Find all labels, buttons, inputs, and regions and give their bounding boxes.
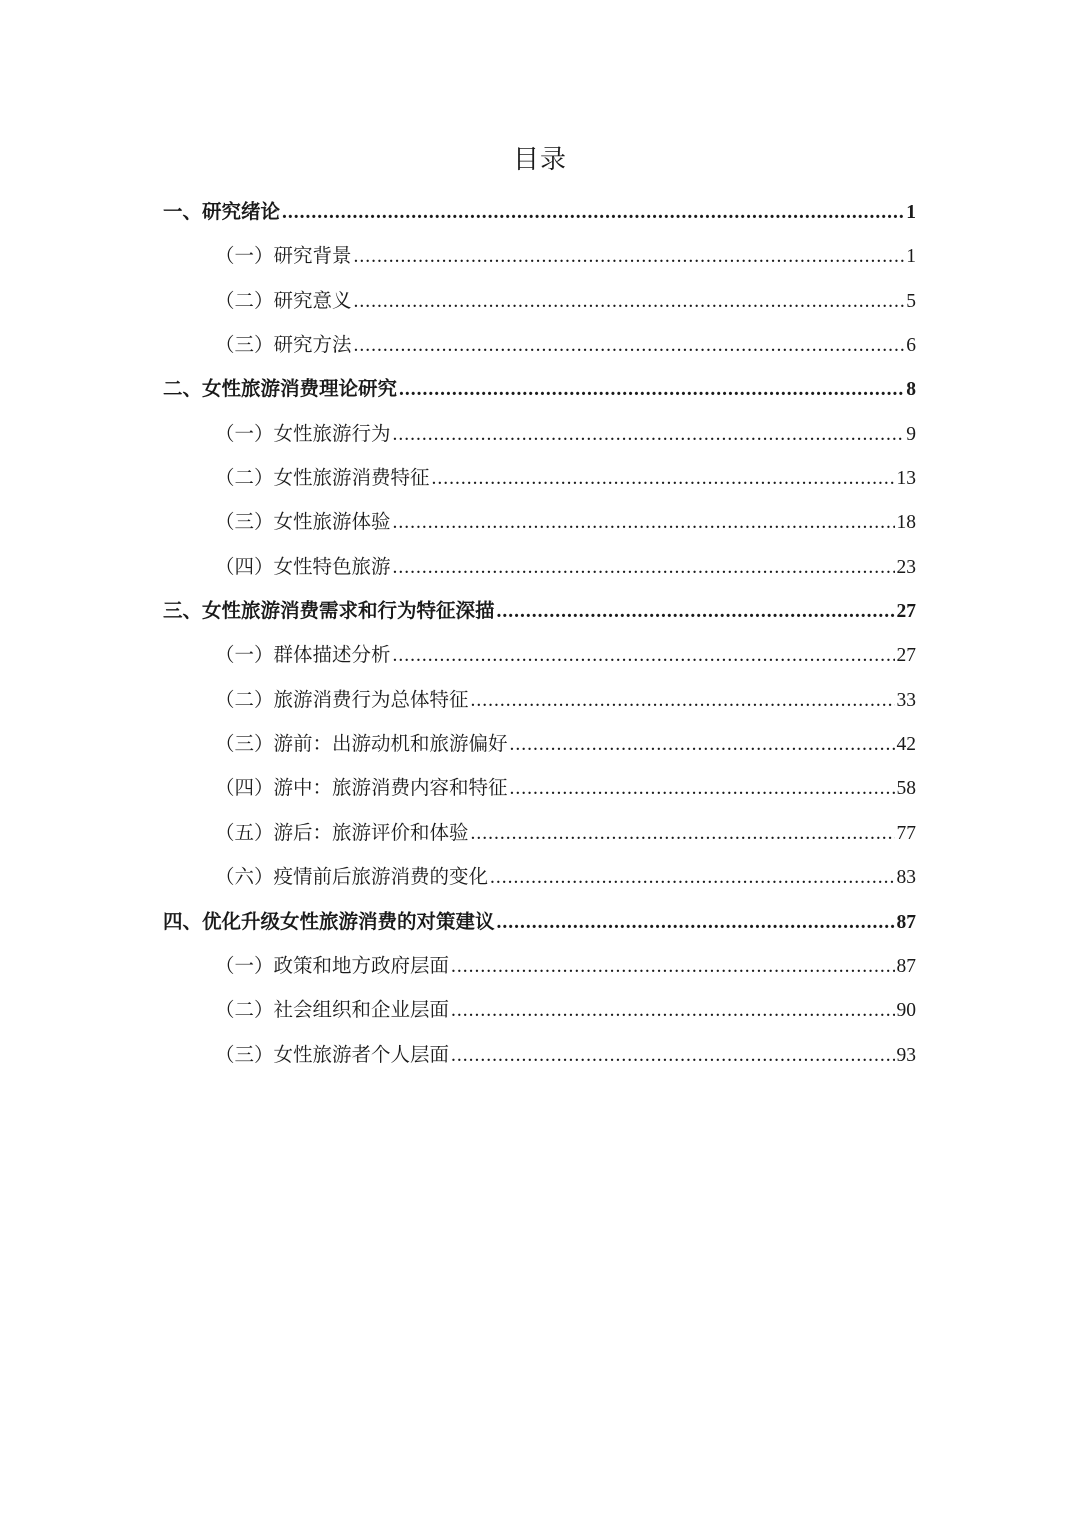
toc-page-number: 90 (896, 1000, 916, 1022)
toc-entry-label: （三）女性旅游体验 (215, 510, 391, 534)
toc-page-number: 87 (896, 911, 916, 933)
toc-dot-leader (354, 235, 905, 279)
toc-entry-label: （六）疫情前后旅游消费的变化 (215, 865, 489, 889)
toc-page-number: 1 (906, 202, 916, 223)
toc-page-number: 58 (896, 778, 916, 800)
toc-section-2-3[interactable] (163, 500, 916, 544)
toc-section-4-2[interactable] (163, 988, 916, 1032)
toc-dot-leader (497, 901, 895, 945)
toc-page-number: 18 (896, 512, 916, 534)
toc-chapter-4[interactable] (163, 900, 916, 944)
toc-section-1-3[interactable] (163, 323, 916, 367)
toc-entry-label: （五）游后：旅游评价和体验 (215, 820, 469, 844)
toc-page-number: 13 (896, 468, 916, 490)
toc-entry-label: （二）研究意义 (215, 288, 352, 312)
toc-page-number: 6 (906, 335, 916, 357)
toc-entry-label: （二）女性旅游消费特征 (215, 466, 430, 490)
toc-dot-leader (510, 723, 895, 767)
toc-chapter-2[interactable] (163, 367, 916, 411)
toc-chapter-3[interactable] (163, 589, 916, 633)
toc-dot-leader (497, 590, 895, 634)
toc-entry-label: （四）游中：旅游消费内容和特征 (215, 776, 508, 800)
toc-dot-leader (393, 501, 895, 545)
toc-dot-leader (399, 368, 904, 412)
toc-entry-label: （三）研究方法 (215, 333, 352, 357)
toc-section-2-1[interactable] (163, 412, 916, 456)
toc-section-1-1[interactable] (163, 234, 916, 278)
toc-dot-leader (451, 945, 894, 989)
toc-page-number: 93 (896, 1044, 916, 1066)
toc-page-number: 83 (896, 867, 916, 889)
toc-page-number: 1 (906, 246, 916, 268)
toc-section-3-1[interactable] (163, 633, 916, 677)
toc-section-3-5[interactable] (163, 811, 916, 855)
toc-page-number: 5 (906, 290, 916, 312)
toc-entry-label: （一）群体描述分析 (215, 643, 391, 667)
toc-section-4-1[interactable] (163, 944, 916, 988)
toc-entry-label: （一）政策和地方政府层面 (215, 953, 450, 977)
toc-section-3-2[interactable] (163, 678, 916, 722)
toc-entry-label: （二）社会组织和企业层面 (215, 998, 450, 1022)
toc-page-number: 27 (896, 601, 916, 623)
toc-page-number: 33 (896, 689, 916, 711)
toc-dot-leader (471, 679, 895, 723)
toc-dot-leader (451, 1034, 894, 1078)
toc-page-number: 9 (906, 423, 916, 445)
toc-entry-label: （三）游前：出游动机和旅游偏好 (215, 732, 508, 756)
toc-dot-leader (432, 457, 895, 501)
toc-entry-label: （三）女性旅游者个人层面 (215, 1042, 450, 1066)
toc-dot-leader (490, 856, 894, 900)
toc-page-number: 87 (896, 955, 916, 977)
toc-chapter-1[interactable] (163, 190, 916, 234)
toc-dot-leader (282, 191, 904, 235)
toc-page-number: 23 (896, 556, 916, 578)
toc-section-3-3[interactable] (163, 722, 916, 766)
toc-dot-leader (354, 280, 905, 324)
toc-section-1-2[interactable] (163, 279, 916, 323)
toc-entry-label: （二）旅游消费行为总体特征 (215, 687, 469, 711)
toc-page-number: 8 (906, 379, 916, 401)
toc-section-2-2[interactable] (163, 456, 916, 500)
toc-dot-leader (393, 546, 895, 590)
toc-section-2-4[interactable] (163, 545, 916, 589)
toc-dot-leader (393, 634, 895, 678)
toc-entry-label: （一）女性旅游行为 (215, 421, 391, 445)
table-of-contents (163, 190, 916, 1077)
toc-section-3-4[interactable] (163, 766, 916, 810)
toc-section-4-3[interactable] (163, 1033, 916, 1077)
toc-page-number: 42 (896, 734, 916, 756)
toc-entry-label: 二、女性旅游消费理论研究 (163, 377, 398, 401)
toc-entry-label: 四、优化升级女性旅游消费的对策建议 (163, 909, 495, 933)
toc-dot-leader (354, 324, 905, 368)
toc-section-3-6[interactable] (163, 855, 916, 899)
toc-entry-label: 一、研究绪论 (163, 200, 281, 223)
toc-page-number: 27 (896, 645, 916, 667)
toc-dot-leader (510, 767, 895, 811)
toc-entry-label: （四）女性特色旅游 (215, 554, 391, 578)
toc-entry-label: 三、女性旅游消费需求和行为特征深描 (163, 599, 495, 623)
toc-dot-leader (451, 989, 894, 1033)
page-title: 目录 (512, 145, 567, 175)
toc-dot-leader (471, 812, 895, 856)
toc-dot-leader (393, 413, 905, 457)
toc-page-number: 77 (896, 822, 916, 844)
toc-entry-label: （一）研究背景 (215, 244, 352, 268)
